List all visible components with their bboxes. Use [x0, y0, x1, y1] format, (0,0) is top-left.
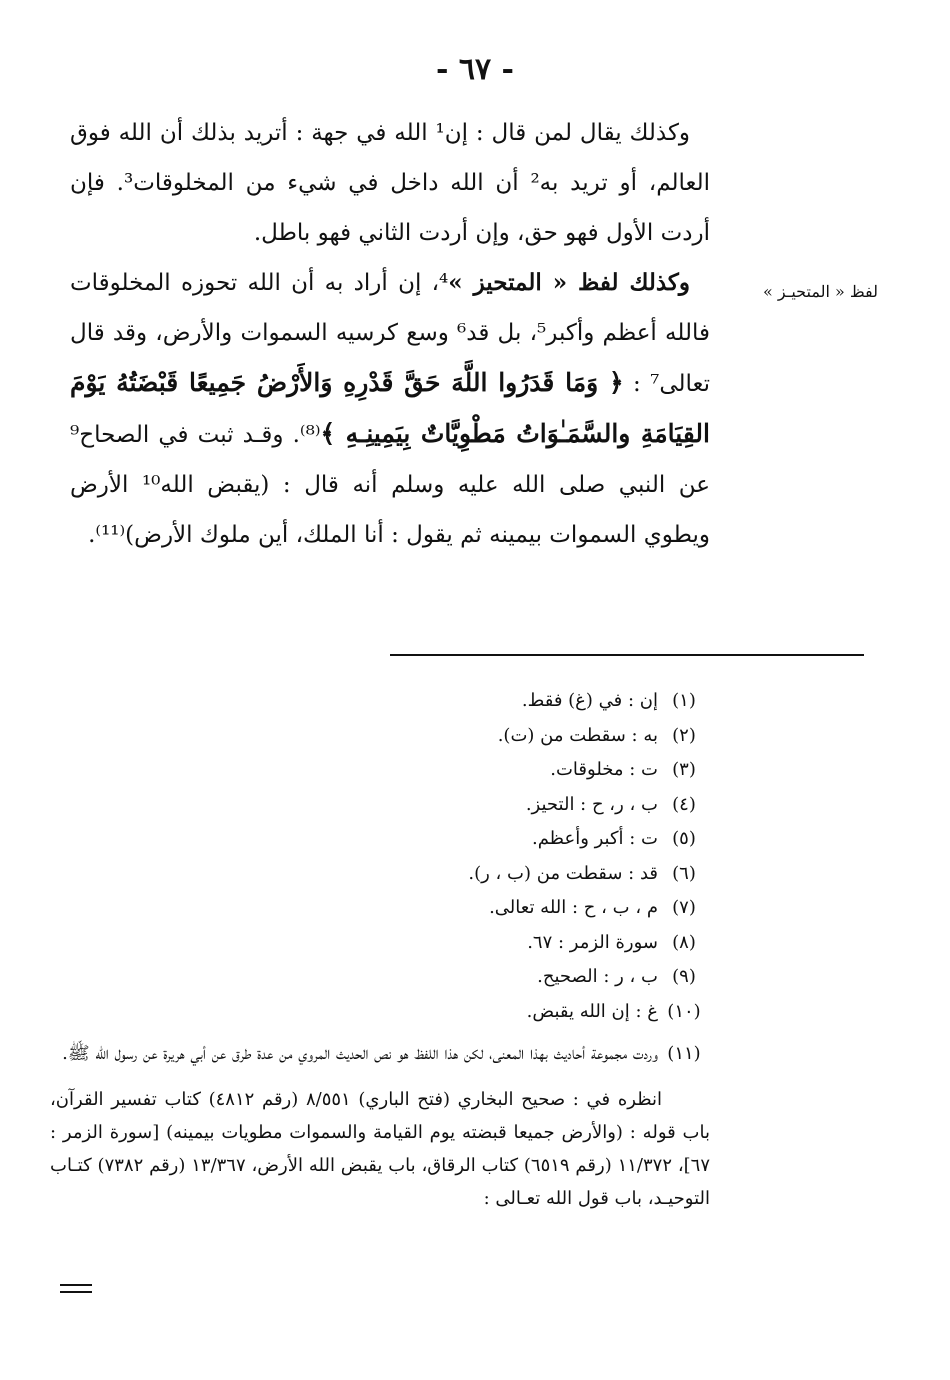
footnote-number: (٤)	[672, 793, 696, 815]
footnote-item	[50, 995, 710, 1030]
footnote-source-citation: انظره في : صحيح البخاري (فتح الباري) ٨/٥٥١ (رقم ٤٨١٢) كتاب تفسير القرآن، باب قوله : (والأرض جميعا قبضته يوم القيامة والسموات مطويات بيمينه) [سورة الزمر : ٦٧]، ١١/٣٧٢ (رقم ٦٥١٩) كتاب الرقاق، باب يقبض الله الأرض، ١٣/٣٦٧ (رقم ٧٣٨٢) كتـاب التوحيـد، باب قول الله تعـالى :	[50, 1089, 711, 1209]
paragraph-text-a: ⁴، إن أراد به أن الله تحوزه المخلوقات فالله أعظم وأكبر⁵، بل قد⁶ وسع كرسيه السموات والأرض، وقد قال تعالى⁷ :	[70, 270, 710, 397]
footnote-text: ت : أكبر وأعظم.	[531, 828, 658, 849]
paragraph-text-b: ⁽⁸⁾. وقـد ثبت في الصحاح⁹ عن النبي صلى الله عليه وسلم أنه قال : (يقبض الله¹⁰ الأرض ويطوي السموات بيمينه ثم يقول : أنا الملك، أين ملوك الأرض)⁽¹¹⁾.	[70, 422, 710, 548]
footnote-number: (١١)	[667, 1043, 701, 1064]
footnote-text: إن : في (غ) فقط.	[521, 690, 658, 711]
paragraph-mutahayyiz	[70, 258, 710, 560]
footnote-number: (٩)	[672, 966, 696, 987]
paragraph-direction: وكذلك يقال لمن قال : إن¹ الله في جهة : أتريد بذلك أن الله فوق العالم، أو تريد به² أن الله داخل في شيء من المخلوقات³. فإن أردت الأول فهو حق، وإن أردت الثاني فهو باطل.	[70, 120, 711, 246]
footnote-item	[50, 857, 710, 892]
page-end-double-rule	[60, 1284, 92, 1293]
margin-note: لفظ « المتحيـز »	[762, 282, 878, 301]
footnote-text: غ : إن الله يقبض.	[526, 1000, 658, 1022]
footnote-number: (١)	[672, 690, 696, 711]
footnote-text: ب ، ر، ح : التحيز.	[525, 793, 658, 815]
footnote-item-11	[50, 1037, 710, 1071]
footnote-item	[50, 684, 710, 719]
footnote-item	[50, 719, 710, 754]
paragraph-lead: وكذلك لفظ « المتحيز »	[448, 269, 690, 296]
quran-verse: ﴿ وَمَا قَدَرُوا اللَّهَ حَقَّ قَدْرِهِ وَالأَرْضُ جَمِيعًا قَبْضَتُهُ يَوْمَ القِيَامَةِ والسَّمَـٰوَاتُ مَطْوِيَّاتٌ بِيَمِينِـهِ ﴾	[70, 368, 710, 448]
footnote-number: (١٠)	[667, 1000, 701, 1022]
footnote-item	[50, 753, 710, 788]
footnote-number: (٥)	[672, 828, 696, 849]
footnote-item	[50, 891, 710, 926]
footnote-item	[50, 960, 710, 995]
footnotes	[50, 684, 710, 1215]
footnote-text: سورة الزمر : ٦٧.	[527, 931, 658, 953]
footnote-number: (٦)	[672, 862, 696, 884]
footnote-text: وردت مجموعة أحاديث بهذا المعنى، لكن هذا اللفظ هو نص الحديث المروي من عدة طرق عن أبي هريرة عن رسول الله ﷺ.	[62, 1043, 658, 1064]
footnote-number: (٣)	[672, 759, 696, 780]
footnote-text: ت : مخلوقات.	[550, 759, 658, 780]
footnote-number: (٨)	[672, 931, 696, 953]
page-number: - ٦٧ -	[435, 52, 515, 87]
footnote-item	[50, 788, 710, 823]
footnote-number: (٧)	[672, 897, 696, 918]
main-text	[70, 108, 710, 560]
footnote-separator	[390, 654, 864, 656]
footnote-number: (٢)	[672, 724, 696, 746]
footnote-text: ب ، ر : الصحيح.	[537, 966, 658, 987]
footnote-text: م ، ب ، ح : الله تعالى.	[489, 897, 658, 918]
footnote-item	[50, 822, 710, 857]
footnote-text: قد : سقطت من (ب ، ر).	[468, 862, 658, 884]
footnote-item	[50, 926, 710, 961]
footnote-text: به : سقطت من (ت).	[497, 724, 658, 746]
